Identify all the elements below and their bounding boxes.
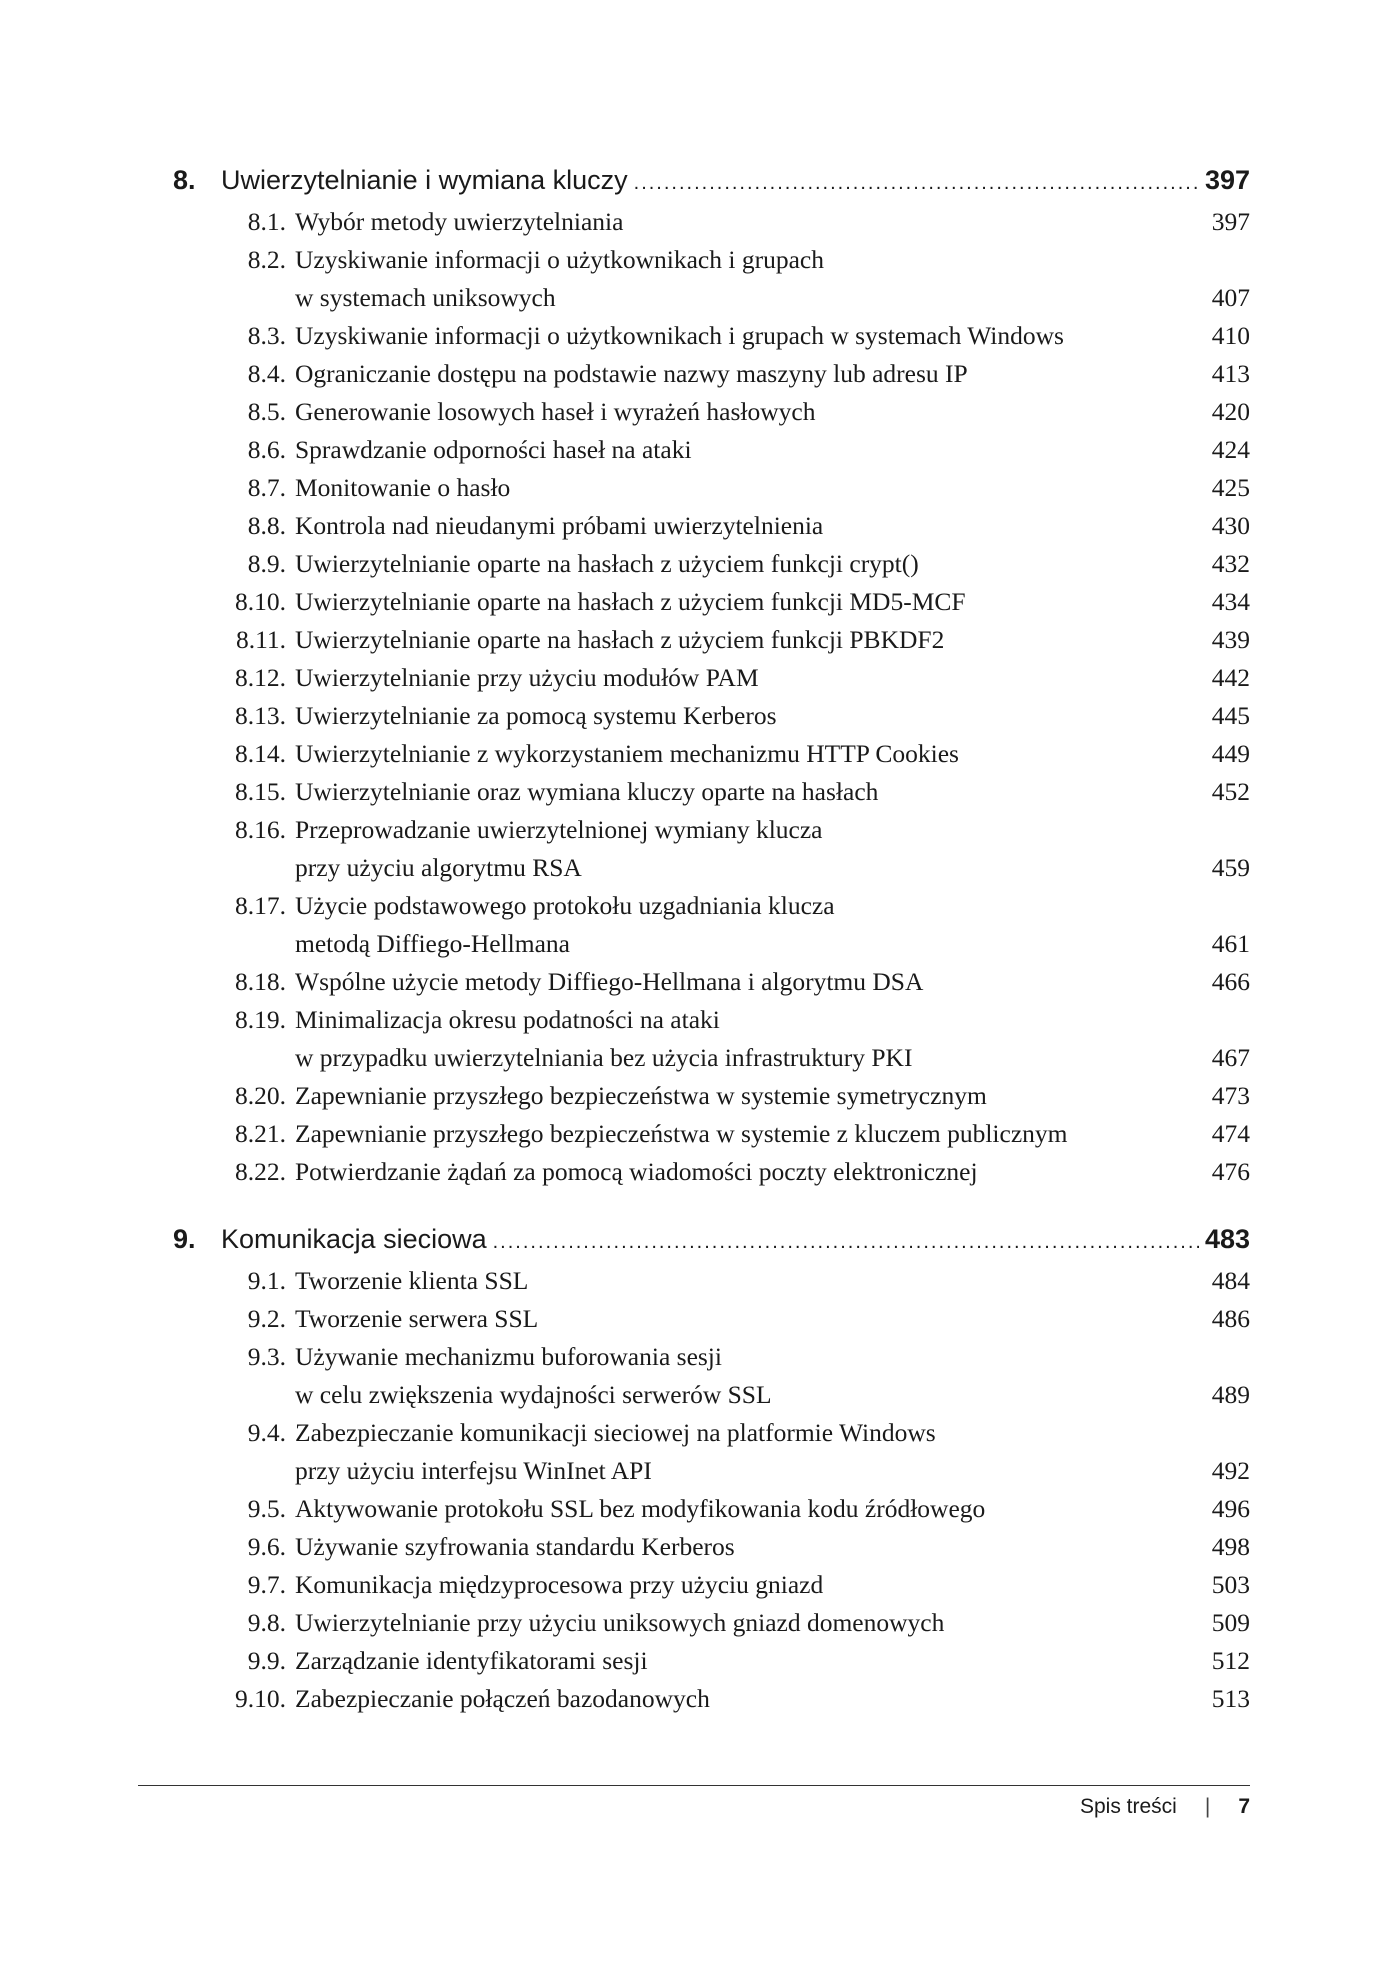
entry-number: 8.7. bbox=[247, 473, 286, 502]
footer-page-number: 7 bbox=[1238, 1795, 1250, 1818]
entry-page-number: 397 bbox=[1211, 207, 1250, 236]
entry-number: 8.14. bbox=[235, 739, 286, 768]
entry-title bbox=[295, 203, 1180, 241]
entry-title bbox=[295, 963, 1180, 1001]
entry-title bbox=[295, 697, 1180, 735]
chapter-number: 9. bbox=[173, 1224, 196, 1254]
entry-title-line: Zapewnianie przyszłego bezpieczeństwa w systemie z kluczem publicznym bbox=[295, 1119, 1068, 1148]
entry-page-number: 489 bbox=[1211, 1380, 1250, 1409]
entry-title-line: Uwierzytelnianie z wykorzystaniem mechanizmu HTTP Cookies bbox=[295, 739, 959, 768]
toc-entry[interactable] bbox=[173, 583, 1250, 621]
entry-title-line: w systemach uniksowych bbox=[295, 283, 556, 312]
entry-page-number: 496 bbox=[1211, 1494, 1250, 1523]
entry-title bbox=[295, 545, 1180, 583]
entry-title bbox=[295, 355, 1180, 393]
entry-page-number: 498 bbox=[1211, 1532, 1250, 1561]
entry-title bbox=[295, 773, 1180, 811]
toc-entry[interactable] bbox=[173, 1077, 1250, 1115]
chapter-page-number: 397 bbox=[1204, 165, 1250, 195]
entry-title-line: Aktywowanie protokołu SSL bez modyfikowania kodu źródłowego bbox=[295, 1494, 986, 1523]
entry-page-number: 432 bbox=[1211, 549, 1250, 578]
entry-title-line: Używanie mechanizmu buforowania sesji bbox=[295, 1342, 722, 1371]
toc-entry[interactable] bbox=[173, 1490, 1250, 1528]
entry-title bbox=[295, 1115, 1180, 1153]
chapter-title: Uwierzytelnianie i wymiana kluczy bbox=[221, 165, 628, 195]
entry-number: 9.5. bbox=[247, 1494, 286, 1523]
toc-entry[interactable] bbox=[173, 1338, 1250, 1414]
entry-number: 9.1. bbox=[247, 1266, 286, 1295]
entry-title-line: Tworzenie klienta SSL bbox=[295, 1266, 529, 1295]
entry-number: 9.3. bbox=[247, 1342, 286, 1371]
entry-number: 9.7. bbox=[247, 1570, 286, 1599]
entry-page-number: 513 bbox=[1211, 1684, 1250, 1713]
footer-separator: | bbox=[1204, 1795, 1211, 1818]
entry-number: 8.5. bbox=[247, 397, 286, 426]
toc-entry[interactable] bbox=[173, 1680, 1250, 1718]
entry-page-number: 512 bbox=[1211, 1646, 1250, 1675]
entry-title bbox=[295, 1153, 1180, 1191]
chapter-heading[interactable] bbox=[173, 160, 1250, 203]
entry-title bbox=[295, 241, 1180, 317]
entry-number: 9.10. bbox=[235, 1684, 286, 1713]
entry-number: 8.6. bbox=[247, 435, 286, 464]
dot-leader bbox=[493, 1222, 1199, 1262]
toc-entry[interactable] bbox=[173, 1414, 1250, 1490]
entry-title-line: przy użyciu algorytmu RSA bbox=[295, 853, 582, 882]
entry-number: 8.3. bbox=[247, 321, 286, 350]
toc-entry[interactable] bbox=[173, 1642, 1250, 1680]
entry-page-number: 484 bbox=[1211, 1266, 1250, 1295]
entry-title bbox=[295, 1414, 1180, 1490]
entry-page-number: 430 bbox=[1211, 511, 1250, 540]
entry-title bbox=[295, 1300, 1180, 1338]
toc-entry[interactable] bbox=[173, 393, 1250, 431]
toc-entry[interactable] bbox=[173, 1153, 1250, 1191]
entry-page-number: 410 bbox=[1211, 321, 1250, 350]
entry-title bbox=[295, 659, 1180, 697]
entry-title-line: Uzyskiwanie informacji o użytkownikach i grupach w systemach Windows bbox=[295, 321, 1064, 350]
entry-page-number: 476 bbox=[1211, 1157, 1250, 1186]
toc-entry[interactable] bbox=[173, 1115, 1250, 1153]
entry-page-number: 434 bbox=[1211, 587, 1250, 616]
dot-leader bbox=[634, 163, 1199, 203]
entry-page-number: 407 bbox=[1211, 283, 1250, 312]
entry-page-number: 445 bbox=[1211, 701, 1250, 730]
entry-number: 8.4. bbox=[247, 359, 286, 388]
entry-page-number: 492 bbox=[1211, 1456, 1250, 1485]
entry-page-number: 442 bbox=[1211, 663, 1250, 692]
entry-page-number: 452 bbox=[1211, 777, 1250, 806]
entry-title-line: Uwierzytelnianie przy użyciu modułów PAM bbox=[295, 663, 759, 692]
toc-entry[interactable] bbox=[173, 1566, 1250, 1604]
toc-entry[interactable] bbox=[173, 1300, 1250, 1338]
entry-page-number: 473 bbox=[1211, 1081, 1250, 1110]
toc-entry[interactable] bbox=[173, 545, 1250, 583]
entry-title bbox=[295, 1490, 1180, 1528]
toc-entry[interactable] bbox=[173, 697, 1250, 735]
entry-number: 8.8. bbox=[247, 511, 286, 540]
entry-title-line: Uwierzytelnianie przy użyciu uniksowych gniazd domenowych bbox=[295, 1608, 945, 1637]
entry-title-line: Uwierzytelnianie oraz wymiana kluczy oparte na hasłach bbox=[295, 777, 879, 806]
entry-title bbox=[295, 1001, 1180, 1077]
toc-entry[interactable] bbox=[173, 507, 1250, 545]
entry-number: 9.8. bbox=[247, 1608, 286, 1637]
chapter-page-number: 483 bbox=[1204, 1224, 1250, 1254]
toc-entry[interactable] bbox=[173, 1604, 1250, 1642]
entry-title bbox=[295, 317, 1180, 355]
entry-page-number: 420 bbox=[1211, 397, 1250, 426]
entry-title-line: Przeprowadzanie uwierzytelnionej wymiany klucza bbox=[295, 815, 823, 844]
entry-page-number: 467 bbox=[1211, 1043, 1250, 1072]
entry-title bbox=[295, 583, 1180, 621]
entry-title-line: Minimalizacja okresu podatności na ataki bbox=[295, 1005, 720, 1034]
entry-number: 9.9. bbox=[247, 1646, 286, 1675]
entry-number: 8.12. bbox=[235, 663, 286, 692]
toc-entry[interactable] bbox=[173, 1001, 1250, 1077]
toc-entry[interactable] bbox=[173, 735, 1250, 773]
entry-title bbox=[295, 1077, 1180, 1115]
entry-title bbox=[295, 811, 1180, 887]
toc-entry[interactable] bbox=[173, 811, 1250, 887]
entry-page-number: 503 bbox=[1211, 1570, 1250, 1599]
entry-title-line: Uwierzytelnianie oparte na hasłach z użyciem funkcji MD5-MCF bbox=[295, 587, 966, 616]
entry-title-line: Uwierzytelnianie za pomocą systemu Kerberos bbox=[295, 701, 777, 730]
entry-page-number: 466 bbox=[1211, 967, 1250, 996]
chapter-title: Komunikacja sieciowa bbox=[221, 1224, 487, 1254]
toc-entry[interactable] bbox=[173, 1262, 1250, 1300]
entry-number: 8.13. bbox=[235, 701, 286, 730]
page-footer bbox=[1080, 1795, 1250, 1819]
entry-title-line: Potwierdzanie żądań za pomocą wiadomości poczty elektronicznej bbox=[295, 1157, 978, 1186]
table-of-contents bbox=[173, 160, 1250, 1718]
entry-page-number: 449 bbox=[1211, 739, 1250, 768]
entry-number: 8.1. bbox=[247, 207, 286, 236]
entry-page-number: 509 bbox=[1211, 1608, 1250, 1637]
toc-entry[interactable] bbox=[173, 659, 1250, 697]
entry-title-line: przy użyciu interfejsu WinInet API bbox=[295, 1456, 652, 1485]
toc-entry[interactable] bbox=[173, 469, 1250, 507]
entry-number: 8.19. bbox=[235, 1005, 286, 1034]
entry-title-line: Zabezpieczanie komunikacji sieciowej na platformie Windows bbox=[295, 1418, 936, 1447]
entry-title-line: Tworzenie serwera SSL bbox=[295, 1304, 539, 1333]
toc-entry[interactable] bbox=[173, 317, 1250, 355]
entry-title-line: Uwierzytelnianie oparte na hasłach z użyciem funkcji crypt() bbox=[295, 549, 919, 578]
entry-number: 8.2. bbox=[247, 245, 286, 274]
entry-title bbox=[295, 1566, 1180, 1604]
entry-title bbox=[295, 1604, 1180, 1642]
entry-number: 8.20. bbox=[235, 1081, 286, 1110]
entry-title-line: Ograniczanie dostępu na podstawie nazwy maszyny lub adresu IP bbox=[295, 359, 968, 388]
entry-number: 8.15. bbox=[235, 777, 286, 806]
entry-page-number: 486 bbox=[1211, 1304, 1250, 1333]
entry-page-number: 459 bbox=[1211, 853, 1250, 882]
footer-section-label: Spis treści bbox=[1079, 1795, 1177, 1818]
entry-page-number: 474 bbox=[1211, 1119, 1250, 1148]
entry-number: 9.2. bbox=[247, 1304, 286, 1333]
entry-page-number: 439 bbox=[1211, 625, 1250, 654]
entry-title-line: Kontrola nad nieudanymi próbami uwierzytelnienia bbox=[295, 511, 824, 540]
entry-title bbox=[295, 1680, 1180, 1718]
toc-entry[interactable] bbox=[173, 241, 1250, 317]
entry-title bbox=[295, 1528, 1180, 1566]
entry-number: 8.17. bbox=[235, 891, 286, 920]
entry-title bbox=[295, 1262, 1180, 1300]
entry-title bbox=[295, 887, 1180, 963]
entry-title-line: Komunikacja międzyprocesowa przy użyciu gniazd bbox=[295, 1570, 824, 1599]
entry-number: 8.16. bbox=[235, 815, 286, 844]
entry-title bbox=[295, 735, 1180, 773]
toc-entry[interactable] bbox=[173, 887, 1250, 963]
entry-title bbox=[295, 469, 1180, 507]
entry-title-line: Używanie szyfrowania standardu Kerberos bbox=[295, 1532, 735, 1561]
entry-title-line: Generowanie losowych haseł i wyrażeń hasłowych bbox=[295, 397, 816, 426]
toc-entry[interactable] bbox=[173, 963, 1250, 1001]
entry-title bbox=[295, 431, 1180, 469]
toc-entry[interactable] bbox=[173, 621, 1250, 659]
toc-entry[interactable] bbox=[173, 1528, 1250, 1566]
entry-title-line: Wybór metody uwierzytelniania bbox=[295, 207, 624, 236]
entry-title-line: Zabezpieczanie połączeń bazodanowych bbox=[295, 1684, 710, 1713]
entry-number: 8.21. bbox=[235, 1119, 286, 1148]
footer-divider bbox=[138, 1785, 1250, 1786]
entry-title-line: Uzyskiwanie informacji o użytkownikach i grupach bbox=[295, 245, 824, 274]
entry-title bbox=[295, 621, 1180, 659]
entry-title bbox=[295, 1642, 1180, 1680]
entry-title-line: Uwierzytelnianie oparte na hasłach z użyciem funkcji PBKDF2 bbox=[295, 625, 945, 654]
entry-number: 8.22. bbox=[235, 1157, 286, 1186]
entry-page-number: 413 bbox=[1211, 359, 1250, 388]
entry-title-line: Wspólne użycie metody Diffiego-Hellmana i algorytmu DSA bbox=[295, 967, 924, 996]
entry-page-number: 461 bbox=[1211, 929, 1250, 958]
entry-number: 8.11. bbox=[235, 625, 286, 654]
toc-entry[interactable] bbox=[173, 431, 1250, 469]
entry-title-line: Zarządzanie identyfikatorami sesji bbox=[295, 1646, 648, 1675]
entry-title-line: metodą Diffiego-Hellmana bbox=[295, 929, 570, 958]
entry-number: 8.18. bbox=[235, 967, 286, 996]
toc-entry[interactable] bbox=[173, 203, 1250, 241]
entry-number: 9.4. bbox=[247, 1418, 286, 1447]
entry-title-line: Monitowanie o hasło bbox=[295, 473, 511, 502]
chapter-number: 8. bbox=[173, 165, 196, 195]
entry-title bbox=[295, 393, 1180, 431]
toc-entry[interactable] bbox=[173, 773, 1250, 811]
entry-title-line: w przypadku uwierzytelniania bez użycia infrastruktury PKI bbox=[295, 1043, 913, 1072]
chapter-gap bbox=[173, 1191, 1250, 1219]
toc-entry[interactable] bbox=[173, 355, 1250, 393]
entry-page-number: 425 bbox=[1211, 473, 1250, 502]
entry-page-number: 424 bbox=[1211, 435, 1250, 464]
entry-number: 8.10. bbox=[235, 587, 286, 616]
entry-title bbox=[295, 507, 1180, 545]
entry-title-line: Użycie podstawowego protokołu uzgadniania klucza bbox=[295, 891, 835, 920]
entry-number: 9.6. bbox=[247, 1532, 286, 1561]
entry-title-line: Sprawdzanie odporności haseł na ataki bbox=[295, 435, 692, 464]
chapter-heading[interactable] bbox=[173, 1219, 1250, 1262]
entry-title-line: w celu zwiększenia wydajności serwerów SSL bbox=[295, 1380, 772, 1409]
entry-number: 8.9. bbox=[247, 549, 286, 578]
entry-title bbox=[295, 1338, 1180, 1414]
entry-title-line: Zapewnianie przyszłego bezpieczeństwa w systemie symetrycznym bbox=[295, 1081, 987, 1110]
